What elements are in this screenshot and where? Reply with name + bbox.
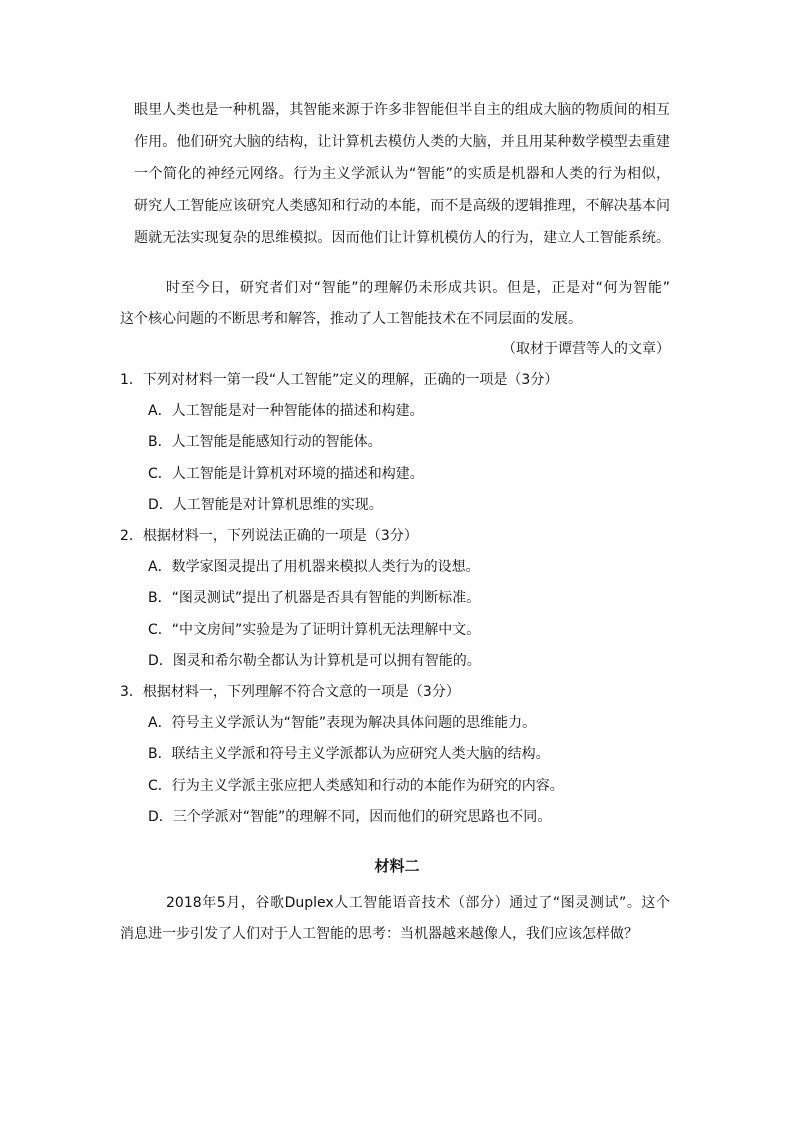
question-option: A．人工智能是对一种智能体的描述和构建。 (148, 403, 424, 419)
question-stem: 1．下列对材料一第一段“人工智能”定义的理解，正确的一项是（3分） (120, 372, 559, 388)
paragraph-1-line: 作用。他们研究大脑的结构，让计算机去模仿人类的大脑，并且用某种数学模型去重建 (134, 134, 670, 150)
question-option: B．人工智能是能感知行动的智能体。 (148, 434, 382, 450)
question-option: C．人工智能是计算机对环境的描述和构建。 (148, 466, 424, 482)
paragraph-3-line: 2018年5月，谷歌Duplex人工智能语音技术（部分）通过了“图灵测试”。这个 (166, 895, 670, 911)
paragraph-3-line: 消息进一步引发了人们对于人工智能的思考：当机器越来越像人，我们应该怎样做？ (120, 926, 638, 942)
question-option: C．行为主义学派主张应把人类感知和行动的本能作为研究的内容。 (148, 778, 564, 794)
question-option: B．“图灵测试”提出了机器是否具有智能的判断标准。 (148, 590, 481, 606)
question-option: B．联结主义学派和符号主义学派都认为应研究人类大脑的结构。 (148, 746, 550, 762)
question-stem: 3．根据材料一，下列理解不符合文意的一项是（3分） (120, 684, 460, 700)
paragraph-1-line: 眼里人类也是一种机器，其智能来源于许多非智能但半自主的组成大脑的物质间的相互 (134, 102, 670, 118)
paragraph-1-line: 题就无法实现复杂的思维模拟。因而他们让计算机模仿人的行为，建立人工智能系统。 (134, 230, 670, 246)
question-option: A．符号主义学派认为“智能”表现为解决具体问题的思维能力。 (148, 715, 537, 731)
question-option: A．数学家图灵提出了用机器来模拟人类行为的设想。 (148, 559, 480, 575)
source-note: （取材于谭营等人的文章） (502, 341, 670, 357)
question-stem: 2．根据材料一，下列说法正确的一项是（3分） (120, 528, 418, 544)
paragraph-1-line: 一个简化的神经元网络。行为主义学派认为“智能”的实质是机器和人类的行为相似， (134, 166, 670, 182)
question-option: D．图灵和希尔勒全都认为计算机是可以拥有智能的。 (148, 653, 481, 669)
question-option: D．三个学派对“智能”的理解不同，因而他们的研究思路也不同。 (148, 809, 552, 825)
question-option: D．人工智能是对计算机思维的实现。 (148, 497, 383, 513)
section-title: 材料二 (374, 857, 420, 875)
question-option: C．“中文房间”实验是为了证明计算机无法理解中文。 (148, 622, 481, 638)
paragraph-2-line: 时至今日，研究者们对“智能”的理解仍未形成共识。但是，正是对“何为智能” (166, 280, 670, 296)
paragraph-2-line: 这个核心问题的不断思考和解答，推动了人工智能技术在不同层面的发展。 (120, 311, 582, 327)
paragraph-1-line: 研究人工智能应该研究人类感知和行动的本能，而不是高级的逻辑推理，不解决基本问 (134, 198, 670, 214)
